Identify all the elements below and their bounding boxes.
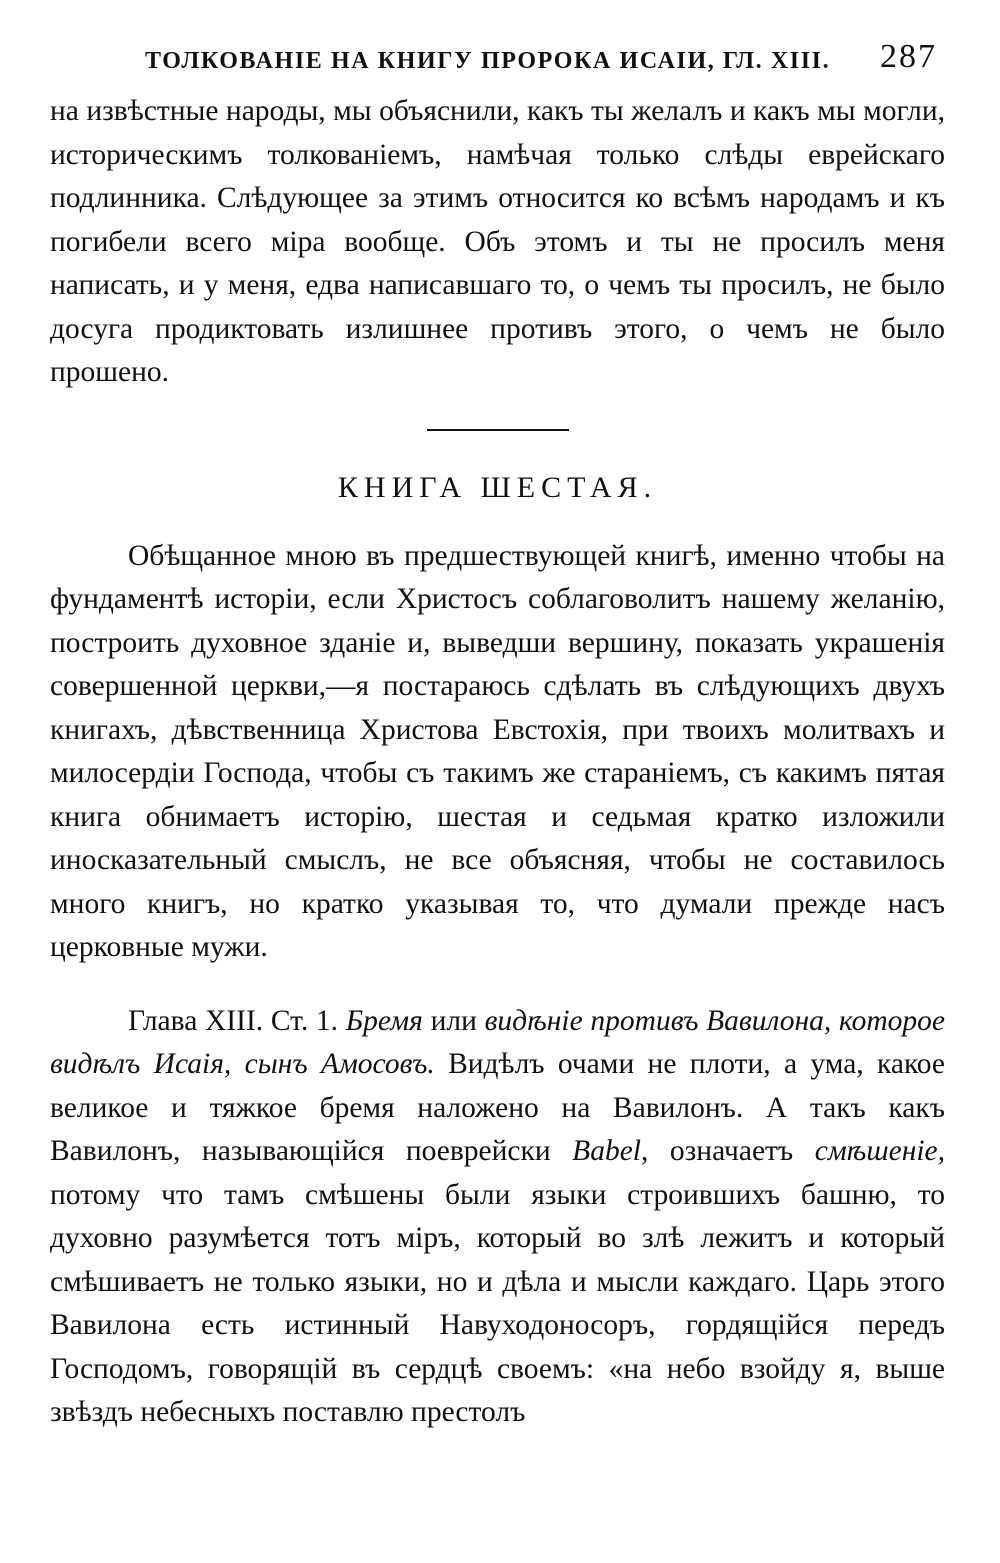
- running-head: [50, 30, 945, 90]
- page-number: 287: [880, 38, 937, 75]
- chapter-verse-lead: Глава XIII. Ст. 1.: [128, 1004, 346, 1037]
- term-translation: смѣшеніе,: [814, 1135, 945, 1167]
- running-title: ТОЛКОВАНІЕ НА КНИГУ ПРОРОКА ИСАІИ, ГЛ. XIII.: [145, 48, 831, 74]
- paragraph-continuation: на извѣстные народы, мы объяснили, какъ ты желалъ и какъ мы могли, историческимъ толкованіемъ, намѣчая только слѣды еврейскаго подлинника. Слѣдующее за этимъ относится ко всѣмъ народамъ и къ погибели всего міра вообще. Объ этомъ и ты не просилъ меня написать, и у меня, едва написавшаго то, о чемъ ты просилъ, не было досуга продиктовать излишнее противъ этого, о чемъ не было прошено.: [50, 95, 945, 388]
- section-divider: [427, 429, 569, 431]
- paragraph-chapter-13: [50, 1000, 945, 1435]
- scripture-quote: видѣніе противъ Вавилона, которое видѣлъ Исаія, сынъ Амосовъ.: [50, 1004, 945, 1080]
- paragraph-introduction: Обѣщанное мною въ предшествующей книгѣ, именно чтобы на фундаментѣ исторіи, если Христосъ соблаговолитъ нашему желанію, построить духовное зданіе и, выведши вершину, показать украшенія совершенной церкви,—я постараюсь сдѣлать въ слѣдующихъ двухъ книгахъ, дѣвственница Христова Евстохія, при твоихъ молитвахъ и милосердіи Господа, чтобы съ такимъ же стараніемъ, съ какимъ пятая книга обнимаетъ исторію, шестая и седьмая кратко изложили иносказательный смыслъ, не все объясняя, чтобы не составилось много книгъ, но кратко указывая то, что думали прежде насъ церковные мужи.: [50, 539, 945, 963]
- commentary-text: потому что тамъ смѣшены были языки строившихъ башню, то духовно разумѣется тотъ міръ, который во злѣ лежитъ и который смѣшиваетъ не только языки, но и дѣла и мысли каждаго. Царь этого Вавилона есть истинный Навуходоносоръ, гордящійся передъ Господомъ, говорящій въ сердцѣ своемъ: «на небо взойду я, выше звѣздъ небесныхъ поставлю престолъ: [50, 1178, 945, 1428]
- commentary-text: , означаетъ: [640, 1135, 815, 1167]
- commentary-text: или: [422, 1004, 485, 1037]
- section-heading: КНИГА ШЕСТАЯ.: [337, 470, 658, 504]
- book-page: [50, 30, 945, 1530]
- commentary-text: Видѣлъ очами не плоти, а ума, какое великое и тяжкое бремя наложено на Вавилонъ. А такъ какъ Вавилонъ, называющійся поеврейски: [50, 1048, 945, 1167]
- hebrew-term: Babel: [572, 1135, 641, 1167]
- scripture-quote: Бремя: [345, 1004, 423, 1037]
